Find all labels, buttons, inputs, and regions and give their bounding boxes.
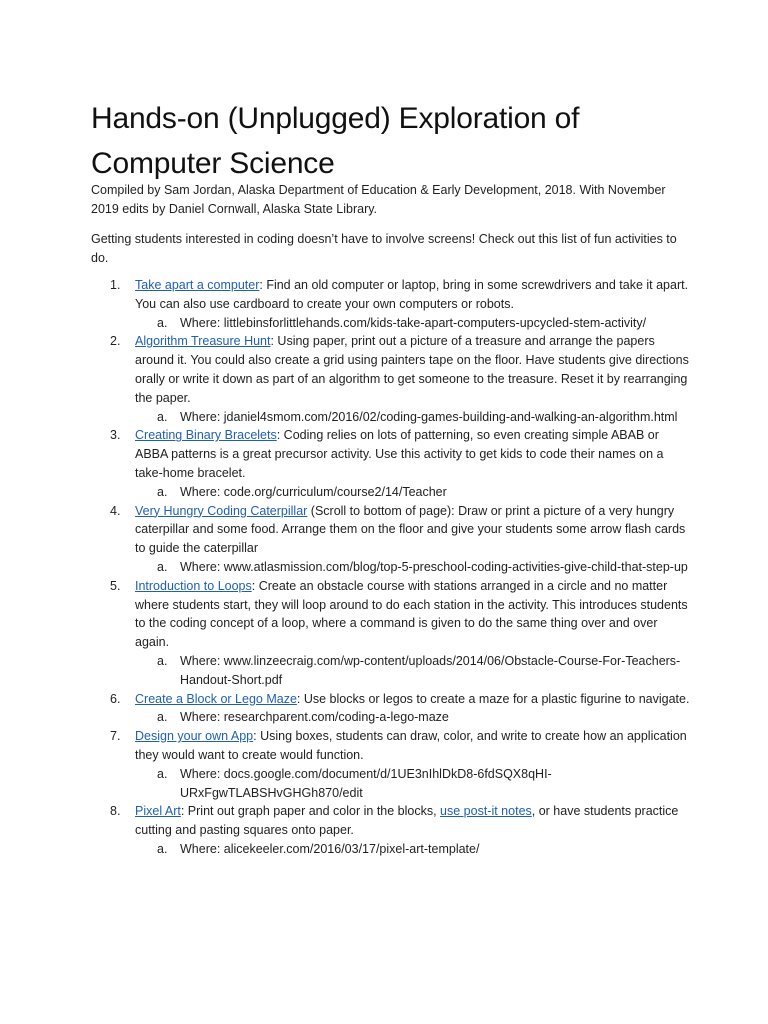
activity-text-continued: , or have students practice cutting and pasting squares onto paper. <box>135 804 679 838</box>
activity-description <box>135 502 691 558</box>
activity-link[interactable]: Pixel Art <box>135 804 181 819</box>
activity-text: (Scroll to bottom of page): Draw or print a picture of a very hungry caterpillar and some food. Arrange them on the floor and give your students some arrow flash cards to guide the caterpillar <box>135 503 686 556</box>
post-it-notes-link[interactable]: use post-it notes <box>440 804 532 819</box>
activity-text: : Create an obstacle course with stations arranged in a circle and no matter where students start, they will loop around to do each station in the activity. This introduces students to the coding concept of a loop, where a command is given to do the same thing over and over again. <box>135 578 688 650</box>
activity-source <box>135 765 691 803</box>
activity-list <box>91 276 691 859</box>
activity-link[interactable]: Introduction to Loops <box>135 578 252 593</box>
activity-source <box>135 314 691 333</box>
activity-description <box>135 276 691 314</box>
activity-item-5 <box>91 577 691 690</box>
activity-number: 4. <box>110 503 121 518</box>
activity-link[interactable]: Design your own App <box>135 729 254 744</box>
source-letter: a. <box>157 710 168 725</box>
activity-text: : Print out graph paper and color in the blocks, <box>180 804 441 819</box>
source-url: Where: jdaniel4smom.com/2016/02/coding-games-building-and-walking-an-algorithm.html <box>180 409 678 424</box>
byline: Compiled by Sam Jordan, Alaska Department of Education & Early Development, 2018. With November 2019 edits by Daniel Cornwall, Alaska State Library. <box>91 183 666 216</box>
activity-link[interactable]: Very Hungry Coding Caterpillar <box>135 503 308 518</box>
intro-paragraph: Getting students interested in coding doesn’t have to involve screens! Check out this list of fun activities to do. <box>91 232 677 265</box>
activity-number: 8. <box>110 804 121 819</box>
activity-source <box>135 708 691 727</box>
activity-text: : Find an old computer or laptop, bring in some screwdrivers and take it apart. You can also use cardboard to create your own computers or robots. <box>135 278 689 311</box>
source-url: Where: alicekeeler.com/2016/03/17/pixel-art-template/ <box>180 841 480 856</box>
activity-number: 3. <box>110 428 121 443</box>
activity-description <box>135 577 691 652</box>
source-letter: a. <box>157 315 168 330</box>
source-letter: a. <box>157 766 168 781</box>
document-title: Hands-on (Unplugged) Exploration of Computer Science <box>91 102 580 180</box>
activity-item-8 <box>91 802 691 858</box>
activity-item-4 <box>91 502 691 577</box>
activity-text: : Using paper, print out a picture of a treasure and arrange the papers around it. You could also create a grid using painters tape on the floor. Have students give directions orally or write it down as part of an algorithm to get someone to the treasure. Reset it by rearranging the paper. <box>135 334 689 405</box>
activity-source <box>135 408 691 427</box>
activity-item-7 <box>91 727 691 802</box>
activity-description <box>135 802 691 840</box>
source-url: Where: researchparent.com/coding-a-lego-maze <box>180 710 449 725</box>
activity-number: 7. <box>110 729 121 744</box>
source-url: Where: docs.google.com/document/d/1UE3nIhlDkD8-6fdSQX8qHI-URxFgwTLABSHvGHGh870/edit <box>180 766 552 800</box>
source-letter: a. <box>157 409 168 424</box>
activity-item-6 <box>91 690 691 728</box>
activity-text: : Coding relies on lots of patterning, so even creating simple ABAB or ABBA patterns is a great precursor activity. Use this activity to get kids to code their names on a take-home bracelet. <box>135 428 664 480</box>
activity-description <box>135 332 691 407</box>
activity-item-2 <box>91 332 691 426</box>
activity-source <box>135 840 691 859</box>
source-url: Where: code.org/curriculum/course2/14/Teacher <box>180 484 447 499</box>
activity-source <box>135 652 691 690</box>
activity-item-3 <box>91 426 691 501</box>
activity-description <box>135 426 691 482</box>
activity-number: 5. <box>110 578 121 593</box>
activity-link[interactable]: Algorithm Treasure Hunt <box>135 334 271 349</box>
activity-link[interactable]: Creating Binary Bracelets <box>135 428 277 443</box>
activity-number: 2. <box>110 334 121 349</box>
source-url: Where: www.linzeecraig.com/wp-content/uploads/2014/06/Obstacle-Course-For-Teachers-Handout-Short.pdf <box>180 653 681 687</box>
activity-number: 6. <box>110 691 121 706</box>
activity-link[interactable]: Create a Block or Lego Maze <box>135 691 297 706</box>
source-letter: a. <box>157 653 168 668</box>
source-letter: a. <box>157 841 168 856</box>
activity-number: 1. <box>110 278 121 292</box>
activity-description <box>135 727 691 765</box>
activity-link[interactable]: Take apart a computer <box>135 278 260 292</box>
source-url: Where: www.atlasmission.com/blog/top-5-preschool-coding-activities-give-child-that-step-up <box>180 559 688 574</box>
source-letter: a. <box>157 484 168 499</box>
source-letter: a. <box>157 559 168 574</box>
activity-text: : Using boxes, students can draw, color, and write to create how an application they would want to create would function. <box>135 729 687 762</box>
activity-text: : Use blocks or legos to create a maze for a plastic figurine to navigate. <box>296 691 690 706</box>
activity-source <box>135 483 691 502</box>
activity-description <box>135 690 691 709</box>
activity-source <box>135 558 691 577</box>
activity-item-1 <box>91 276 691 332</box>
source-url: Where: littlebinsforlittlehands.com/kids-take-apart-computers-upcycled-stem-activity/ <box>180 315 647 330</box>
